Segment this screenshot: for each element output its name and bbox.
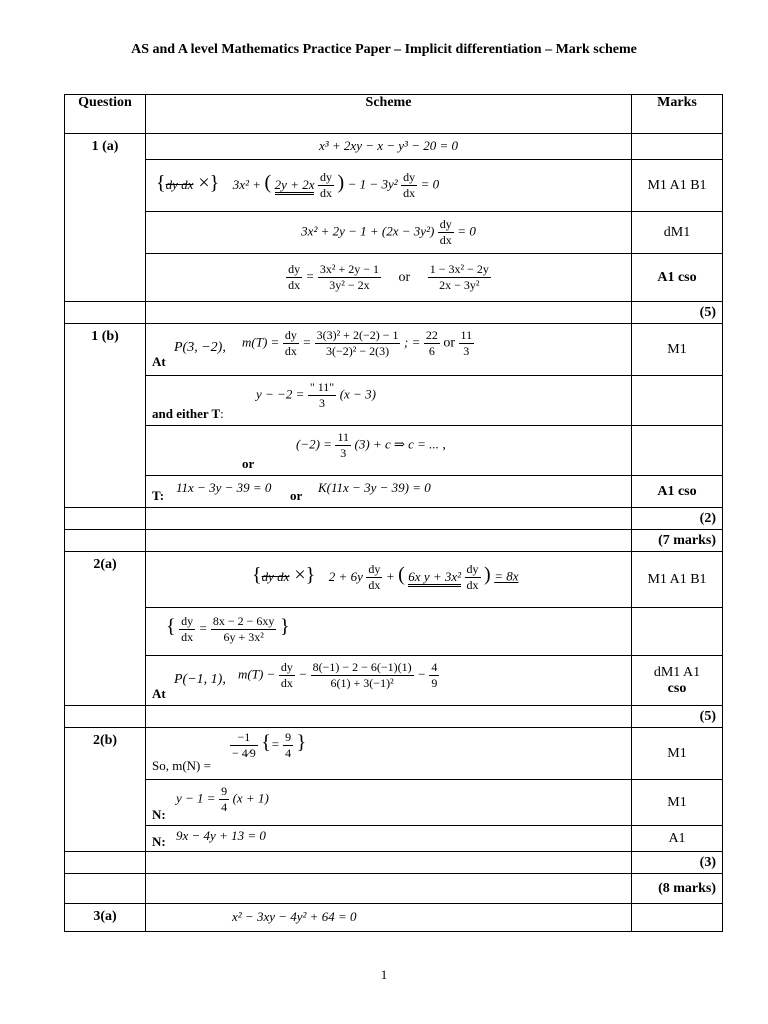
gradient-fraction: $\frac{22}{6}$	[425, 328, 438, 358]
table-row: y − 1 = $\frac{9}{4}$ (x + 1) N: M1	[65, 780, 723, 826]
term: 2y + 2x	[275, 177, 315, 195]
page-number: 1	[380, 967, 388, 982]
derivative-fraction: $\frac{dy}{dx}$	[280, 660, 293, 690]
marks-cell: M1	[632, 324, 723, 376]
question-label: 2(b)	[65, 728, 146, 852]
table-row: 2(b) So, m(N) = $\frac{-1}{- 4⁄9}$ {= $\frac{9}{4}$ } M1	[65, 728, 723, 780]
mark-scheme-table	[64, 94, 723, 932]
derivative-fraction: $\frac{dy}{dx}$	[181, 614, 194, 644]
table-row	[65, 706, 723, 728]
gradient-fraction: $\frac{8x - 2 - 6xy}{\text{6y + 3x²}}$	[212, 614, 275, 644]
gradient-fraction: $\frac{11}{3}$	[337, 430, 350, 460]
table-row: At P(−1, 1), m(T) − $\frac{dy}{dx}$ − $\frac{8(-1) - 2 - 6(-1)(1)}{\text{6(1) + 3(−1)²}}$ − $\frac{4}{9}$ dM1 A1 cso	[65, 656, 723, 706]
page-title: AS and A level Mathematics Practice Paper – Implicit differentiation – Mark scheme	[131, 42, 637, 57]
table-row	[65, 508, 723, 530]
table-row: 2(a) {dy dx ×} 2 + 6y $\frac{dy}{dx}$ + ( 6x y + 3x² $\frac{dy}{dx}$ ) = 8x M1 A1 B1	[65, 552, 723, 608]
term: 3x² +	[232, 176, 261, 192]
term: − 1 − 3y²	[347, 176, 398, 192]
derivative-fraction: $\frac{dy}{dx}$	[368, 562, 381, 592]
marks-cell: dM1 A1 cso	[632, 656, 723, 706]
table-row: 1 (b) At P(3, −2), m(T) = $\frac{dy}{dx}$ = $\frac{\text{3(3)² + 2(−2) − 1}}{\text{3(−2)² − 2(3)}}$ ; = $\frac{22}{6}$ or $\frac{11}{3}$ M1	[65, 324, 723, 376]
gradient-fraction: $\frac{11}{3}$	[460, 328, 473, 358]
marks-cell: M1 A1 B1	[632, 160, 723, 212]
point: P(−1, 1),	[174, 672, 226, 687]
marks-cell: M1	[632, 728, 723, 780]
derivative-fraction: $\frac{dy}{dx}$	[466, 562, 479, 592]
marks-cell: M1 A1 B1	[632, 552, 723, 608]
table-header-row	[65, 95, 723, 134]
table-row: {dy dx ×} 3x² + ( 2y + 2x $\frac{dy}{dx}$ ) − 1 − 3y² $\frac{dy}{dx}$ = 0 M1 A1 B1	[65, 160, 723, 212]
table-row: T: 11x − 3y − 39 = 0 or K(11x − 3y − 39) = 0 A1 cso	[65, 476, 723, 508]
normal-gradient-fraction: $\frac{-1}{- 4⁄9}$	[232, 730, 256, 760]
tangent-equation: K(11x − 3y − 39) = 0	[318, 480, 431, 495]
table-row: { $\frac{dy}{dx}$ = $\frac{8x - 2 - 6xy}{\text{6y + 3x²}}$ }	[65, 608, 723, 656]
question-label: 3(a)	[65, 904, 146, 932]
question-label: 1 (a)	[65, 134, 146, 302]
marks-cell: A1 cso	[632, 476, 723, 508]
table-row	[65, 874, 723, 904]
gradient-fraction: $\frac{\text{3x² + 2y − 1}}{\text{3y² − 2x}}$	[319, 262, 380, 292]
header-question: Question	[65, 95, 146, 134]
subtotal: (2)	[632, 508, 723, 530]
table-row	[65, 852, 723, 874]
table-row: y − −2 = $\frac{" 11"}{3}$ (x − 3) and either T:	[65, 376, 723, 426]
subtotal: (5)	[632, 706, 723, 728]
marks-cell: M1	[632, 780, 723, 826]
differentiation-brace: {dy dx ×}	[156, 171, 220, 194]
marks-cell: A1 cso	[632, 254, 723, 302]
point: P(3, −2),	[174, 340, 226, 355]
header-marks: Marks	[632, 95, 723, 134]
equation: x² − 3xy − 4y² + 64 = 0	[232, 909, 357, 924]
derivative-fraction: $\frac{dy}{dx}$	[439, 217, 452, 247]
equation: x³ + 2xy − x − y³ − 20 = 0	[318, 138, 458, 153]
table-row: (−2) = $\frac{11}{3}$ (3) + c ⇒ c = ... , or	[65, 426, 723, 476]
gradient-fraction: $\frac{\text{1 − 3x² − 2y}}{\text{2x − 3y²}}$	[429, 262, 489, 292]
normal-equation: 9x − 4y + 13 = 0	[176, 828, 266, 843]
table-row	[65, 530, 723, 552]
gradient-fraction: $\frac{4}{9}$	[431, 660, 438, 690]
derivative-fraction: $\frac{dy}{dx}$	[284, 328, 297, 358]
grand-total: (8 marks)	[632, 874, 723, 904]
table-row: $\frac{dy}{dx}$ = $\frac{\text{3x² + 2y − 1}}{\text{3y² − 2x}}$ or $\frac{\text{1 − 3x² − 2y}}{\text{2x − 3y²}}$ A1 cso	[65, 254, 723, 302]
gradient-fraction: $\frac{8(-1) - 2 - 6(-1)(1)}{\text{6(1) + 3(−1)²}}$	[312, 660, 412, 690]
table-row: 3x² + 2y − 1 + (2x − 3y²) $\frac{dy}{dx}$ = 0 dM1	[65, 212, 723, 254]
differentiation-brace: {dy dx ×}	[252, 563, 316, 586]
tangent-equation: 11x − 3y − 39 = 0	[176, 480, 272, 495]
gradient-fraction: $\frac{\text{3(3)² + 2(−2) − 1}}{\text{3(−2)² − 2(3)}}$	[316, 328, 399, 358]
derivative-fraction: $\frac{dy}{dx}$	[288, 262, 301, 292]
table-row	[65, 134, 723, 160]
normal-gradient-fraction: $\frac{9}{4}$	[285, 730, 292, 760]
grand-total: (7 marks)	[632, 530, 723, 552]
table-row	[65, 904, 723, 932]
gradient-fraction: $\frac{9}{4}$	[221, 784, 228, 814]
marks-cell: A1	[632, 826, 723, 852]
derivative-fraction: $\frac{dy}{dx}$	[403, 170, 416, 200]
question-label: 2(a)	[65, 552, 146, 706]
table-row: N: 9x − 4y + 13 = 0 A1	[65, 826, 723, 852]
derivative-fraction: $\frac{dy}{dx}$	[319, 170, 332, 200]
table-row	[65, 302, 723, 324]
subtotal: (3)	[632, 852, 723, 874]
subtotal: (5)	[632, 302, 723, 324]
question-label: 1 (b)	[65, 324, 146, 508]
gradient-fraction: $\frac{" 11"}{3}$	[309, 380, 335, 410]
header-scheme: Scheme	[146, 95, 632, 134]
marks-cell: dM1	[632, 212, 723, 254]
